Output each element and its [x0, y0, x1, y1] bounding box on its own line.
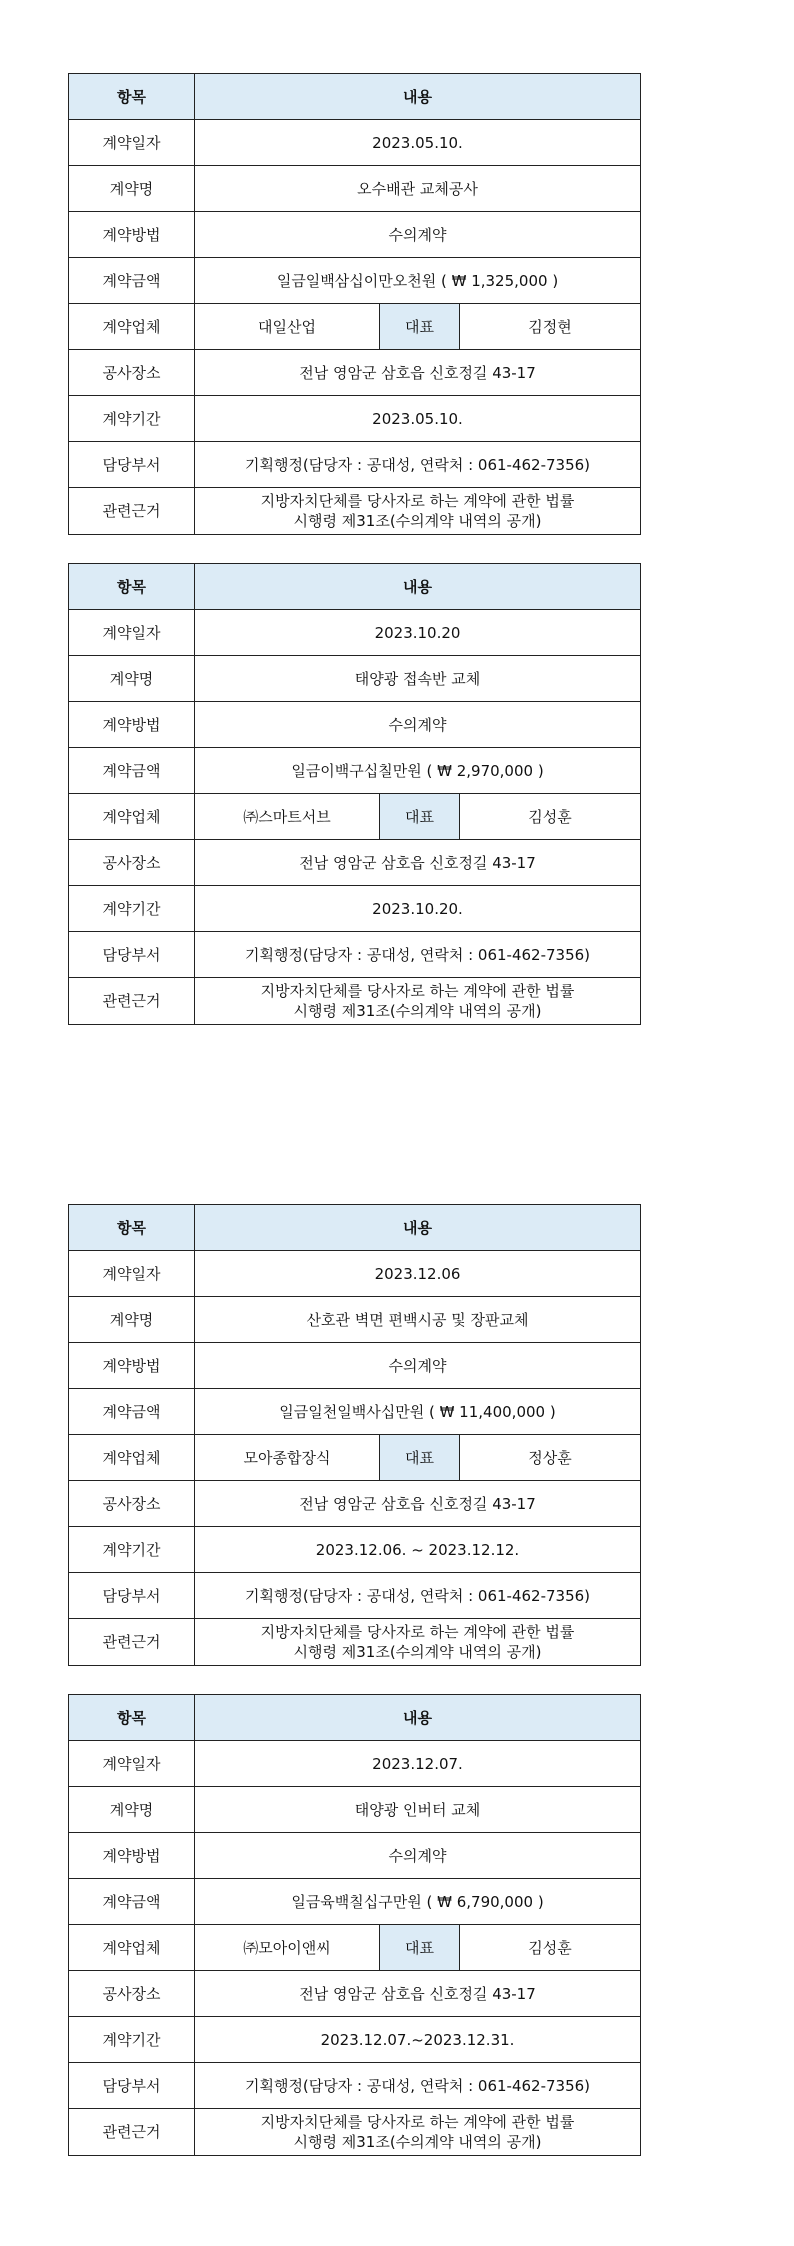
value-representative: 김성훈 [460, 794, 641, 840]
value-site: 전남 영암군 삼호읍 신호정길 43-17 [195, 1971, 641, 2017]
table-row [69, 1481, 641, 1527]
label-contract-name: 계약명 [69, 1787, 195, 1833]
table-row [69, 2063, 641, 2109]
table-row [69, 1833, 641, 1879]
value-period: 2023.12.07.~2023.12.31. [195, 2017, 641, 2063]
value-contract-amount: 일금일백삼십이만오천원 ( ₩ 1,325,000 ) [195, 258, 641, 304]
table-row [69, 886, 641, 932]
label-contract-date: 계약일자 [69, 1741, 195, 1787]
value-vendor: ㈜스마트서브 [195, 794, 380, 840]
value-department: 기획행정(담당자 : 공대성, 연락처 : 061-462-7356) [195, 1573, 641, 1619]
contract-table [68, 1694, 641, 2156]
value-basis [195, 2109, 641, 2156]
basis-line-2: 시행령 제31조(수의계약 내역의 공개) [293, 512, 542, 530]
label-vendor: 계약업체 [69, 794, 195, 840]
contract-table [68, 563, 641, 1025]
value-period: 2023.12.06. ~ 2023.12.12. [195, 1527, 641, 1573]
label-department: 담당부서 [69, 442, 195, 488]
value-department: 기획행정(담당자 : 공대성, 연락처 : 061-462-7356) [195, 2063, 641, 2109]
label-period: 계약기간 [69, 2017, 195, 2063]
table-row [69, 396, 641, 442]
basis-line-2: 시행령 제31조(수의계약 내역의 공개) [293, 1002, 542, 1020]
label-vendor: 계약업체 [69, 1435, 195, 1481]
table-row [69, 442, 641, 488]
label-contract-name: 계약명 [69, 166, 195, 212]
table-header-row [69, 564, 641, 610]
table-row [69, 610, 641, 656]
label-contract-amount: 계약금액 [69, 1879, 195, 1925]
table-row [69, 258, 641, 304]
label-basis: 관련근거 [69, 488, 195, 535]
table-row [69, 1787, 641, 1833]
value-contract-name: 오수배관 교체공사 [195, 166, 641, 212]
value-period: 2023.10.20. [195, 886, 641, 932]
header-item: 항목 [69, 1695, 195, 1741]
table-header-row [69, 74, 641, 120]
value-contract-name: 산호관 벽면 편백시공 및 장판교체 [195, 1297, 641, 1343]
label-representative: 대표 [380, 1925, 460, 1971]
label-contract-date: 계약일자 [69, 120, 195, 166]
value-representative: 김정현 [460, 304, 641, 350]
label-contract-method: 계약방법 [69, 702, 195, 748]
value-period: 2023.05.10. [195, 396, 641, 442]
label-period: 계약기간 [69, 396, 195, 442]
value-vendor: 대일산업 [195, 304, 380, 350]
label-contract-date: 계약일자 [69, 610, 195, 656]
value-vendor: 모아종합장식 [195, 1435, 380, 1481]
table-row [69, 2017, 641, 2063]
value-contract-method: 수의계약 [195, 1833, 641, 1879]
label-site: 공사장소 [69, 840, 195, 886]
value-site: 전남 영암군 삼호읍 신호정길 43-17 [195, 840, 641, 886]
table-row [69, 1741, 641, 1787]
label-contract-method: 계약방법 [69, 1833, 195, 1879]
label-representative: 대표 [380, 1435, 460, 1481]
value-contract-amount: 일금일천일백사십만원 ( ₩ 11,400,000 ) [195, 1389, 641, 1435]
value-basis [195, 488, 641, 535]
value-contract-name: 태양광 접속반 교체 [195, 656, 641, 702]
basis-line-2: 시행령 제31조(수의계약 내역의 공개) [293, 1643, 542, 1661]
header-content: 내용 [195, 74, 641, 120]
table-row [69, 304, 641, 350]
label-contract-amount: 계약금액 [69, 1389, 195, 1435]
contract-table [68, 73, 641, 535]
label-site: 공사장소 [69, 1971, 195, 2017]
label-basis: 관련근거 [69, 2109, 195, 2156]
value-representative: 김성훈 [460, 1925, 641, 1971]
value-basis [195, 1619, 641, 1666]
label-representative: 대표 [380, 794, 460, 840]
table-row [69, 1971, 641, 2017]
table-row [69, 1251, 641, 1297]
value-contract-date: 2023.12.07. [195, 1741, 641, 1787]
table-row [69, 488, 641, 535]
table-row [69, 932, 641, 978]
basis-line-1: 지방자치단체를 당사자로 하는 계약에 관한 법률 [260, 982, 575, 1000]
label-contract-name: 계약명 [69, 1297, 195, 1343]
header-content: 내용 [195, 1205, 641, 1251]
label-department: 담당부서 [69, 2063, 195, 2109]
table-row [69, 350, 641, 396]
basis-line-1: 지방자치단체를 당사자로 하는 계약에 관한 법률 [260, 1623, 575, 1641]
value-contract-method: 수의계약 [195, 212, 641, 258]
table-row [69, 656, 641, 702]
label-contract-amount: 계약금액 [69, 748, 195, 794]
label-department: 담당부서 [69, 1573, 195, 1619]
header-item: 항목 [69, 564, 195, 610]
header-content: 내용 [195, 1695, 641, 1741]
label-contract-name: 계약명 [69, 656, 195, 702]
table-header-row [69, 1695, 641, 1741]
table-row [69, 840, 641, 886]
table-row [69, 748, 641, 794]
value-basis [195, 978, 641, 1025]
table-row [69, 702, 641, 748]
value-contract-amount: 일금육백칠십구만원 ( ₩ 6,790,000 ) [195, 1879, 641, 1925]
basis-line-2: 시행령 제31조(수의계약 내역의 공개) [293, 2133, 542, 2151]
table-row [69, 212, 641, 258]
table-row [69, 120, 641, 166]
label-site: 공사장소 [69, 350, 195, 396]
table-row [69, 1619, 641, 1666]
table-row [69, 1573, 641, 1619]
value-contract-name: 태양광 인버터 교체 [195, 1787, 641, 1833]
label-contract-method: 계약방법 [69, 1343, 195, 1389]
table-row [69, 1297, 641, 1343]
label-site: 공사장소 [69, 1481, 195, 1527]
header-content: 내용 [195, 564, 641, 610]
value-contract-method: 수의계약 [195, 1343, 641, 1389]
label-basis: 관련근거 [69, 1619, 195, 1666]
table-row [69, 978, 641, 1025]
label-contract-date: 계약일자 [69, 1251, 195, 1297]
basis-line-1: 지방자치단체를 당사자로 하는 계약에 관한 법률 [260, 492, 575, 510]
basis-line-1: 지방자치단체를 당사자로 하는 계약에 관한 법률 [260, 2113, 575, 2131]
label-contract-method: 계약방법 [69, 212, 195, 258]
value-site: 전남 영암군 삼호읍 신호정길 43-17 [195, 350, 641, 396]
table-row [69, 1389, 641, 1435]
table-row [69, 1925, 641, 1971]
value-contract-date: 2023.12.06 [195, 1251, 641, 1297]
value-site: 전남 영암군 삼호읍 신호정길 43-17 [195, 1481, 641, 1527]
value-representative: 정상훈 [460, 1435, 641, 1481]
label-period: 계약기간 [69, 886, 195, 932]
label-department: 담당부서 [69, 932, 195, 978]
table-row [69, 2109, 641, 2156]
label-contract-amount: 계약금액 [69, 258, 195, 304]
value-department: 기획행정(담당자 : 공대성, 연락처 : 061-462-7356) [195, 442, 641, 488]
label-vendor: 계약업체 [69, 304, 195, 350]
value-contract-date: 2023.10.20 [195, 610, 641, 656]
table-header-row [69, 1205, 641, 1251]
table-row [69, 166, 641, 212]
table-row [69, 1343, 641, 1389]
header-item: 항목 [69, 1205, 195, 1251]
label-vendor: 계약업체 [69, 1925, 195, 1971]
header-item: 항목 [69, 74, 195, 120]
label-basis: 관련근거 [69, 978, 195, 1025]
table-row [69, 1435, 641, 1481]
value-contract-method: 수의계약 [195, 702, 641, 748]
value-contract-date: 2023.05.10. [195, 120, 641, 166]
label-period: 계약기간 [69, 1527, 195, 1573]
value-department: 기획행정(담당자 : 공대성, 연락처 : 061-462-7356) [195, 932, 641, 978]
table-row [69, 1527, 641, 1573]
contract-table [68, 1204, 641, 1666]
table-row [69, 1879, 641, 1925]
value-contract-amount: 일금이백구십칠만원 ( ₩ 2,970,000 ) [195, 748, 641, 794]
value-vendor: ㈜모아이앤씨 [195, 1925, 380, 1971]
table-row [69, 794, 641, 840]
label-representative: 대표 [380, 304, 460, 350]
